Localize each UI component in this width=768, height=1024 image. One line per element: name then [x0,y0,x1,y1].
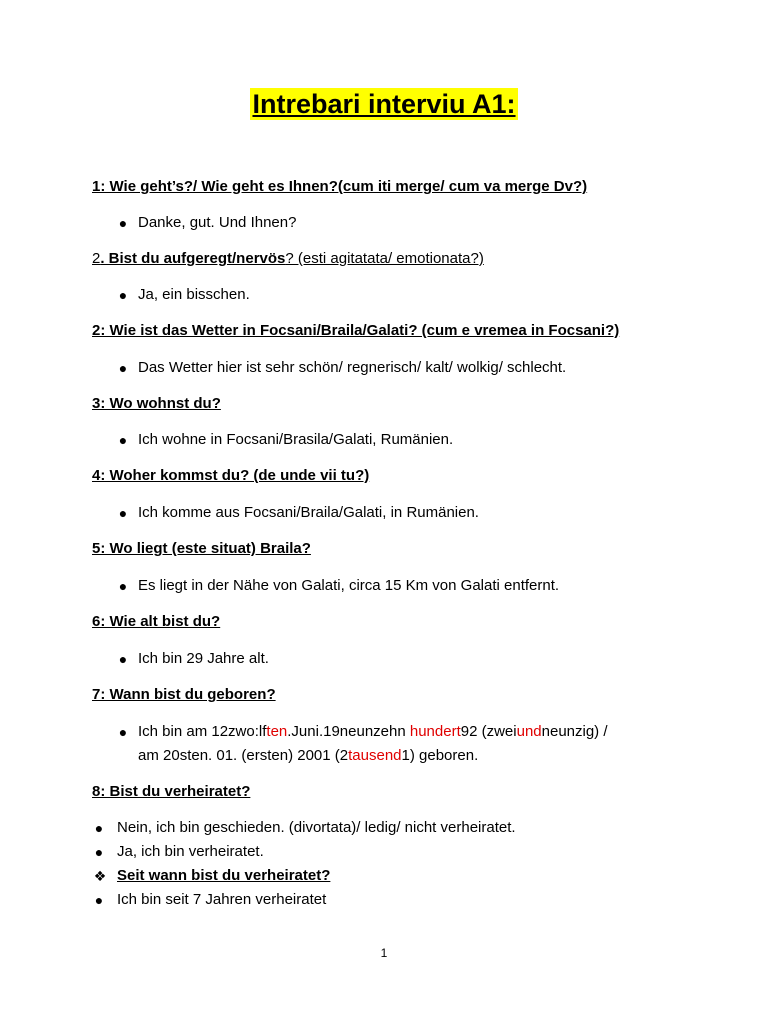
answer-4 [116,501,676,525]
bullet-icon: ● [118,215,128,231]
list-item-text: Ja, ich bin verheiratet. [117,843,264,860]
answer-7-part: 92 (zwei [460,723,517,740]
bullet-icon: ● [118,360,128,376]
answer-3 [116,428,676,452]
question-8 [92,782,692,802]
title-wrap [0,86,768,122]
bullet-icon: ● [94,844,104,860]
question-3-text: 3: Wo wohnst du? [92,395,221,412]
answer-2b-text: Das Wetter hier ist sehr schön/ regnerisch/ kalt/ wolkig/ schlecht. [138,359,567,376]
answer-1-text: Danke, gut. Und Ihnen? [138,214,297,231]
question-5 [92,539,692,559]
answer-7-part: 1) geboren. [401,747,479,764]
question-2a-rest: ? (esti agitatata/ emotionata?) [285,250,484,267]
diamond-bullet-icon: ❖ [93,868,107,884]
page-number: 1 [380,946,388,960]
answer-5-text: Es liegt in der Nähe von Galati, circa 15 Km von Galati entfernt. [138,577,560,594]
answer-7-red-part: und [516,723,542,740]
answer-2b [116,356,676,380]
answer-6-text: Ich bin 29 Jahre alt. [138,650,269,667]
question-8-text: 8: Bist du verheiratet? [92,783,251,800]
answer-2a-text: Ja, ein bisschen. [138,286,250,303]
bullet-icon: ● [94,892,104,908]
bullet-icon: ● [118,651,128,667]
bullet-icon: ● [94,820,104,836]
answer-7-part: neunzig) / [541,723,608,740]
question-3 [92,394,692,414]
list-item-text: Ich bin seit 7 Jahren verheiratet [117,891,327,908]
bullet-icon: ● [118,578,128,594]
question-2a-bold: . Bist du aufgeregt/nervös [100,250,286,267]
bullet-icon: ● [118,505,128,521]
question-4-text: 4: Woher kommst du? (de unde vii tu?) [92,467,370,484]
page-title: Intrebari interviu A1: [252,89,516,119]
answer-6 [116,647,676,671]
question-4 [92,466,692,486]
answer-7-red-part: tausend [348,747,402,764]
answer-8-list [92,816,692,912]
question-6 [92,612,692,632]
question-7-text: 7: Wann bist du geboren? [92,686,276,703]
answer-7-red-part: ten [266,723,288,740]
list-item-text: Seit wann bist du verheiratet? [117,867,331,884]
answer-7-part: am 20sten. 01. (ersten) 2001 (2 [138,747,349,764]
answer-7-part: Ich bin am 12zwo:lf [138,723,267,740]
question-6-text: 6: Wie alt bist du? [92,613,221,630]
list-item [92,864,692,888]
answer-7-red-part: hundert [409,723,461,740]
answer-5 [116,574,676,598]
question-1-text: 1: Wie geht’s?/ Wie geht es Ihnen?(cum iti merge/ cum va merge Dv?) [92,178,588,195]
list-item [92,888,692,912]
bullet-icon: ● [118,724,128,740]
answer-4-text: Ich komme aus Focsani/Braila/Galati, in Rumänien. [138,504,479,521]
question-2b-text: 2: Wie ist das Wetter in Focsani/Braila/Galati? (cum e vremea in Focsani?) [92,322,620,339]
question-7 [92,685,692,705]
list-item [92,816,692,840]
answer-3-text: Ich wohne in Focsani/Brasila/Galati, Rumänien. [138,431,454,448]
answer-7-line-2 [138,744,676,768]
answer-7-line-1 [138,720,676,744]
question-5-text: 5: Wo liegt (este situat) Braila? [92,540,311,557]
answer-7-part: .Juni.19neunzehn [287,723,410,740]
list-item [92,840,692,864]
question-2a-num: 2 [92,250,101,267]
question-2b [92,321,692,341]
answer-2a [116,283,676,307]
answer-7 [116,720,676,768]
bullet-icon: ● [118,432,128,448]
answer-1 [116,211,676,235]
question-2a [92,249,692,269]
question-1 [92,177,692,197]
bullet-icon: ● [118,287,128,303]
list-item-text: Nein, ich bin geschieden. (divortata)/ ledig/ nicht verheiratet. [117,819,516,836]
